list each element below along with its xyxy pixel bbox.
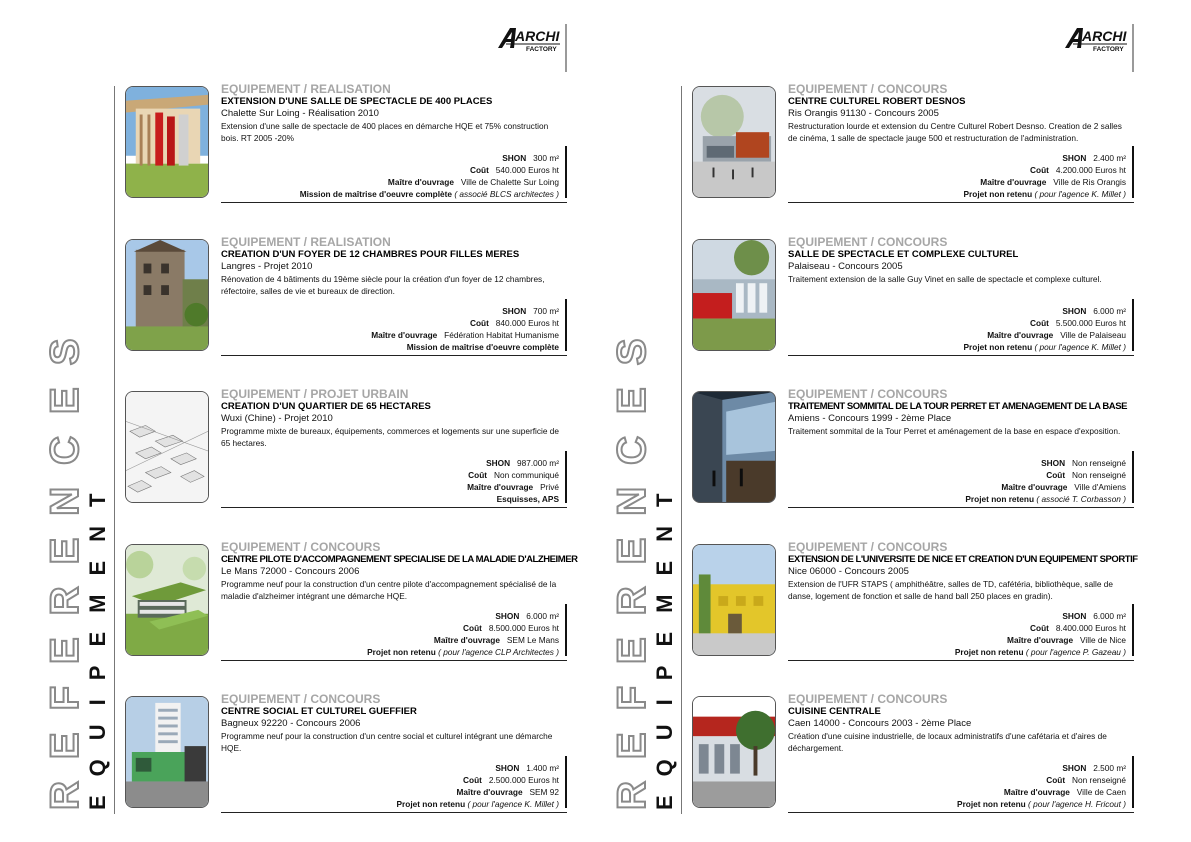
vertical-divider	[681, 86, 682, 814]
mission-label: Mission de maîtrise d'oeuvre complète	[299, 189, 453, 199]
mission-label: Projet non retenu	[965, 494, 1035, 504]
entry-text	[221, 692, 565, 754]
mission-note: ( associé T. Corbasson )	[1036, 494, 1126, 504]
entry-title: CENTRE PILOTE D'ACCOMPAGNEMENT SPECIALISE DE LA MALADIE D'ALZHEIMER	[221, 554, 578, 565]
entry-description: Extension de l'UFR STAPS ( amphithéâtre, salles de TD, cafétéria, bibliothèque, salle de danse, logement de fonction et salle de hand ball 250 places en gradin).	[788, 579, 1114, 601]
entry-text	[788, 82, 1132, 144]
entry-separator	[788, 507, 1134, 508]
maitre-ouvrage-label: Maître d'ouvrage	[456, 787, 523, 797]
entry-title: EXTENSION DE L'UNIVERSITE DE NICE ET CREATION D'UN EQUIPEMENT SPORTIF	[788, 554, 1138, 565]
equipement-text: EQUIPEMENT	[85, 474, 110, 810]
maitre-ouvrage-value: Privé	[540, 482, 559, 492]
entry-meta	[965, 457, 1126, 505]
entry-description: Restructuration lourde et extension du Centre Culturel Robert Desnso. Creation de 2 salles de cinéma, 1 salle de spectacle jauge 500 et restructuration de l'administration.	[788, 121, 1122, 143]
entry-text	[221, 387, 565, 449]
reference-entry	[692, 387, 1134, 507]
entry-separator	[788, 660, 1134, 661]
shon-label: SHON	[502, 306, 527, 316]
cout-label: Coût	[1046, 775, 1066, 785]
cout-value: Non renseigné	[1072, 470, 1126, 480]
entry-category: EQUIPEMENT / CONCOURS	[788, 692, 948, 706]
entry-location: Chalette Sur Loing - Réalisation 2010	[221, 108, 379, 119]
mission-note: ( associé BLCS architectes )	[454, 189, 559, 199]
entry-separator	[788, 355, 1134, 356]
cout-label: Coût	[1030, 165, 1049, 175]
project-photo	[125, 86, 209, 198]
cout-value: Non renseigné	[1072, 775, 1126, 785]
maitre-ouvrage-label: Maître d'ouvrage	[980, 177, 1047, 187]
project-photo	[125, 544, 209, 656]
entry-meta	[963, 152, 1126, 200]
shon-value: 6.000 m²	[1093, 306, 1126, 316]
logo-sub: FACTORY	[526, 46, 557, 53]
project-photo	[692, 544, 776, 656]
entry-description: Programme neuf pour la construction d'un centre pilote d'accompagnement spécialisé de la maladie d'alzheimer intégrant une démarche HQE.	[221, 579, 557, 601]
entry-meta	[300, 152, 559, 200]
shon-label: SHON	[1062, 611, 1087, 621]
reference-entry	[125, 540, 578, 660]
cout-label: Coût	[1030, 318, 1049, 328]
entry-category: EQUIPEMENT / REALISATION	[221, 235, 391, 249]
project-photo	[692, 86, 776, 198]
mission-label: Projet non retenu	[396, 799, 466, 809]
entry-text	[788, 692, 1132, 754]
entry-title: CREATION D'UN FOYER DE 12 CHAMBRES POUR FILLES MERES	[221, 249, 520, 260]
project-photo	[125, 696, 209, 808]
reference-entry	[125, 235, 567, 355]
mission-label: Projet non retenu	[954, 647, 1024, 657]
cout-value: 540.000 Euros ht	[495, 165, 559, 175]
entry-location: Le Mans 72000 - Concours 2006	[221, 566, 360, 577]
cout-value: 840.000 Euros ht	[495, 318, 559, 328]
maitre-ouvrage-label: Maître d'ouvrage	[1003, 787, 1070, 797]
entry-location: Nice 06000 - Concours 2005	[788, 566, 909, 577]
entry-accent-bar	[1132, 146, 1134, 198]
mission-note: ( pour l'agence P. Gazeau )	[1025, 647, 1126, 657]
entry-location: Ris Orangis 91130 - Concours 2005	[788, 108, 939, 119]
entry-description: Traitement extension de la salle Guy Vinet en salle de spectacle et complexe culturel.	[788, 274, 1102, 284]
entry-category: EQUIPEMENT / CONCOURS	[788, 387, 948, 401]
logo-sub: FACTORY	[1093, 46, 1124, 53]
project-photo	[692, 696, 776, 808]
entry-category: EQUIPEMENT / CONCOURS	[788, 82, 948, 96]
entry-separator	[221, 660, 567, 661]
shon-label: SHON	[495, 763, 520, 773]
reference-entry	[692, 235, 1134, 355]
cout-label: Coût	[469, 318, 489, 328]
shon-value: 700 m²	[533, 306, 559, 316]
archi-factory-logo	[496, 26, 566, 56]
project-photo	[125, 239, 209, 351]
shon-label: SHON	[1062, 763, 1087, 773]
maitre-ouvrage-label: Maître d'ouvrage	[1001, 482, 1068, 492]
shon-label: SHON	[1062, 153, 1087, 163]
entry-description: Rénovation de 4 bâtiments du 19ème siècle pour la création d'un foyer de 12 chambres, réfectoire, salles de vie et bureaux de direction.	[221, 274, 545, 296]
maitre-ouvrage-value: Ville de Palaiseau	[1060, 330, 1126, 340]
archi-factory-logo	[1063, 26, 1133, 56]
maitre-ouvrage-label: Maître d'ouvrage	[387, 177, 454, 187]
mission-note: ( pour l'agence CLP Architectes )	[438, 647, 559, 657]
left-page	[0, 0, 595, 842]
entry-category: EQUIPEMENT / CONCOURS	[788, 235, 948, 249]
entry-title: EXTENSION D'UNE SALLE DE SPECTACLE DE 400 PLACES	[221, 96, 493, 107]
entry-description: Programme mixte de bureaux, équipements, commerces et logements sur une superficie de 65 hectares.	[221, 426, 560, 448]
entry-text	[221, 235, 565, 297]
maitre-ouvrage-value: Ville de Caen	[1076, 787, 1126, 797]
reference-entry	[125, 82, 567, 202]
entry-meta	[963, 305, 1126, 353]
cout-value: 5.500.000 Euros ht	[1055, 318, 1126, 328]
maitre-ouvrage-label: Maître d'ouvrage	[371, 330, 438, 340]
entry-description: Programme neuf pour la construction d'un centre social et culturel intégrant une démarche HQE.	[221, 731, 553, 753]
cout-label: Coût	[463, 623, 482, 633]
maitre-ouvrage-label: Maître d'ouvrage	[433, 635, 500, 645]
shon-value: 300 m²	[533, 153, 559, 163]
maitre-ouvrage-value: SEM Le Mans	[506, 635, 559, 645]
entry-separator	[788, 202, 1134, 203]
cout-label: Coût	[1046, 470, 1066, 480]
maitre-ouvrage-label: Maître d'ouvrage	[467, 482, 534, 492]
shon-value: 6.000 m²	[1093, 611, 1126, 621]
entry-text	[221, 540, 578, 602]
maitre-ouvrage-value: Ville de Ris Orangis	[1053, 177, 1126, 187]
shon-label: SHON	[1041, 458, 1066, 468]
logo-main: ARCHI	[1082, 28, 1127, 44]
entry-title: TRAITEMENT SOMMITAL DE LA TOUR PERRET ET AMENAGEMENT DE LA BASE	[788, 401, 1127, 412]
cout-value: 4.200.000 Euros ht	[1055, 165, 1126, 175]
maitre-ouvrage-label: Maître d'ouvrage	[1007, 635, 1074, 645]
shon-value: 2.400 m²	[1093, 153, 1126, 163]
shon-value: 2.500 m²	[1093, 763, 1126, 773]
entry-meta	[367, 610, 559, 658]
project-photo	[692, 239, 776, 351]
entry-accent-bar	[1132, 756, 1134, 808]
maitre-ouvrage-value: Ville de Chalette Sur Loing	[460, 177, 559, 187]
entry-separator	[221, 355, 567, 356]
shon-label: SHON	[486, 458, 511, 468]
entry-location: Palaiseau - Concours 2005	[788, 261, 903, 272]
maitre-ouvrage-label: Maître d'ouvrage	[987, 330, 1054, 340]
shon-label: SHON	[1062, 306, 1087, 316]
reference-entry	[692, 82, 1134, 202]
entry-accent-bar	[1132, 299, 1134, 351]
mission-label: Projet non retenu	[367, 647, 436, 657]
equipement-vertical-title	[86, 400, 110, 810]
entry-description: Traitement sommital de la Tour Perret et aménagement de la base en espace d'exposition.	[788, 426, 1121, 436]
entry-text	[221, 82, 565, 144]
shon-value: 987.000 m²	[517, 458, 559, 468]
entry-meta	[396, 762, 559, 810]
references-vertical-title	[44, 90, 86, 810]
mission-label: Mission de maîtrise d'oeuvre complète	[406, 342, 559, 352]
entry-category: EQUIPEMENT / CONCOURS	[788, 540, 948, 554]
project-photo	[692, 391, 776, 503]
maitre-ouvrage-value: Ville d'Amiens	[1074, 482, 1126, 492]
references-vertical-title	[611, 90, 653, 810]
entry-meta	[371, 305, 559, 353]
entry-category: EQUIPEMENT / PROJET URBAIN	[221, 387, 409, 401]
reference-entry	[125, 692, 567, 812]
shon-label: SHON	[495, 611, 520, 621]
entry-separator	[221, 202, 567, 203]
cout-value: 8.400.000 Euros ht	[1055, 623, 1126, 633]
cout-value: 2.500.000 Euros ht	[488, 775, 559, 785]
mission-note: ( pour l'agence H. Fricout )	[1028, 799, 1126, 809]
mission-note: ( pour l'agence K. Millet )	[1034, 189, 1126, 199]
entry-separator	[221, 507, 567, 508]
cout-label: Coût	[468, 470, 488, 480]
entry-title: CUISINE CENTRALE	[788, 706, 881, 717]
shon-value: Non renseigné	[1072, 458, 1126, 468]
shon-label: SHON	[502, 153, 527, 163]
entry-meta	[467, 457, 559, 505]
cout-value: 8.500.000 Euros ht	[488, 623, 559, 633]
entry-separator	[221, 812, 567, 813]
logo-main: ARCHI	[515, 28, 560, 44]
entry-meta	[955, 610, 1126, 658]
logo-divider	[1132, 24, 1134, 72]
entry-location: Langres - Projet 2010	[221, 261, 313, 272]
shon-value: 6.000 m²	[526, 611, 559, 621]
entry-location: Bagneux 92220 - Concours 2006	[221, 718, 361, 729]
maitre-ouvrage-value: Ville de Nice	[1080, 635, 1126, 645]
project-photo	[125, 391, 209, 503]
shon-value: 1.400 m²	[526, 763, 559, 773]
entry-location: Caen 14000 - Concours 2003 - 2ème Place	[788, 718, 972, 729]
mission-label: Projet non retenu	[957, 799, 1026, 809]
cout-label: Coût	[469, 165, 489, 175]
entry-category: EQUIPEMENT / REALISATION	[221, 82, 391, 96]
mission-note: ( pour l'agence K. Millet )	[1034, 342, 1126, 352]
reference-entry	[125, 387, 567, 507]
entry-location: Wuxi (Chine) - Projet 2010	[221, 413, 333, 424]
entry-location: Amiens - Concours 1999 - 2ème Place	[788, 413, 952, 424]
references-text: REFERENCES	[610, 316, 654, 810]
entry-title: CENTRE CULTUREL ROBERT DESNOS	[788, 96, 966, 107]
entry-accent-bar	[1132, 451, 1134, 503]
entry-accent-bar	[1132, 604, 1134, 656]
equipement-vertical-title	[653, 400, 677, 810]
cout-label: Coût	[463, 775, 482, 785]
entry-title: SALLE DE SPECTACLE ET COMPLEXE CULTUREL	[788, 249, 1019, 260]
references-text: REFERENCES	[43, 316, 87, 810]
cout-value: Non communiqué	[493, 470, 559, 480]
entry-text	[788, 387, 1132, 437]
maitre-ouvrage-value: SEM 92	[529, 787, 559, 797]
maitre-ouvrage-value: Fédération Habitat Humanisme	[444, 330, 559, 340]
reference-entry	[692, 692, 1134, 812]
reference-entry	[692, 540, 1138, 660]
equipement-text: EQUIPEMENT	[652, 474, 677, 810]
vertical-divider	[114, 86, 115, 814]
entry-description: Extension d'une salle de spectacle de 400 places en démarche HQE et 75% construction bois. RT 2005 -20%	[221, 121, 549, 143]
mission-note: ( pour l'agence K. Millet )	[467, 799, 559, 809]
entry-category: EQUIPEMENT / CONCOURS	[221, 692, 381, 706]
entry-title: CENTRE SOCIAL ET CULTUREL GUEFFIER	[221, 706, 417, 717]
entry-text	[788, 235, 1132, 285]
entry-meta	[957, 762, 1126, 810]
right-page	[567, 0, 1162, 842]
mission-label: Projet non retenu	[963, 342, 1033, 352]
entry-separator	[788, 812, 1134, 813]
mission-label: Projet non retenu	[963, 189, 1033, 199]
cout-label: Coût	[1030, 623, 1049, 633]
mission-label: Esquisses, APS	[496, 494, 559, 504]
entry-title: CREATION D'UN QUARTIER DE 65 HECTARES	[221, 401, 431, 412]
entry-text	[788, 540, 1138, 602]
entry-category: EQUIPEMENT / CONCOURS	[221, 540, 381, 554]
entry-description: Création d'une cuisine industrielle, de locaux administratifs d'une cafétaria et d'aires de déchargement.	[788, 731, 1107, 753]
